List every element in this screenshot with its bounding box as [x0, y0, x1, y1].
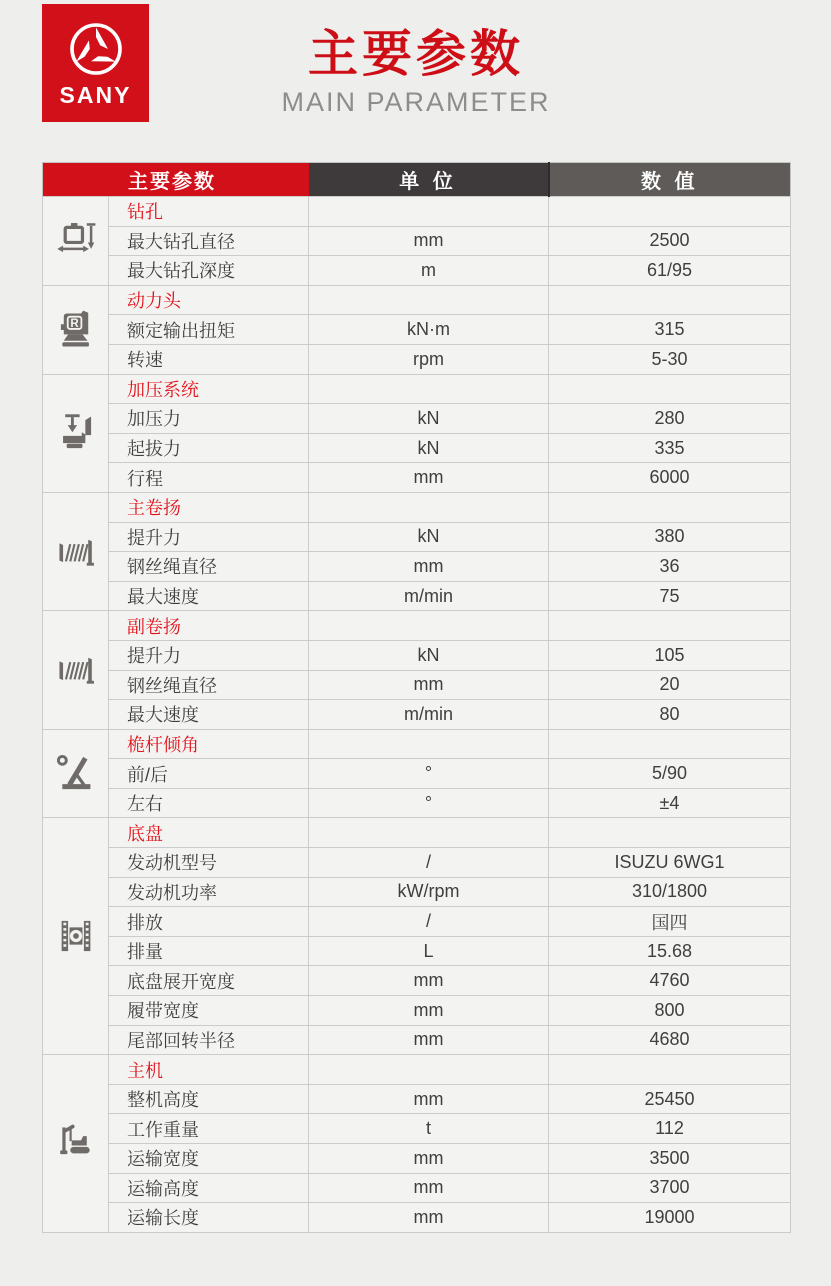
- param-unit: rpm: [309, 344, 549, 374]
- param-name: 工作重量: [109, 1114, 309, 1144]
- section-title-row: [43, 197, 791, 227]
- param-value: 5/90: [549, 759, 791, 789]
- spec-row: [43, 966, 791, 996]
- param-name: 履带宽度: [109, 996, 309, 1026]
- param-name: 发动机型号: [109, 848, 309, 878]
- param-unit: mm: [309, 1203, 549, 1233]
- column-header-value: 数 值: [549, 163, 791, 197]
- spec-table-body: [43, 197, 791, 1233]
- drill-hole-icon-cell: [43, 197, 109, 286]
- section-title: 钻孔: [109, 197, 309, 227]
- param-value: 105: [549, 640, 791, 670]
- section-title-row: [43, 285, 791, 315]
- spec-row: [43, 996, 791, 1026]
- param-value: 国四: [549, 907, 791, 937]
- drill-hole-icon: [53, 218, 99, 264]
- chassis-track-icon: [53, 913, 99, 959]
- spec-row: [43, 788, 791, 818]
- section-title-row: [43, 611, 791, 641]
- winch-icon: [53, 647, 99, 693]
- param-name: 最大速度: [109, 581, 309, 611]
- spec-row: [43, 404, 791, 434]
- main-machine-icon-cell: [43, 1055, 109, 1233]
- section-unit-empty: [309, 285, 549, 315]
- param-value: 315: [549, 315, 791, 345]
- section-unit-empty: [309, 492, 549, 522]
- param-name: 底盘展开宽度: [109, 966, 309, 996]
- param-value: 310/1800: [549, 877, 791, 907]
- param-value: ±4: [549, 788, 791, 818]
- svg-text:R: R: [69, 317, 79, 330]
- param-value: 6000: [549, 463, 791, 493]
- param-unit: kN: [309, 640, 549, 670]
- spec-row: [43, 344, 791, 374]
- param-name: 加压力: [109, 404, 309, 434]
- section-value-empty: [549, 197, 791, 227]
- param-name: 最大钻孔直径: [109, 226, 309, 256]
- section-value-empty: [549, 729, 791, 759]
- param-value: 61/95: [549, 256, 791, 286]
- param-unit: kN: [309, 522, 549, 552]
- param-name: 前/后: [109, 759, 309, 789]
- param-unit: °: [309, 759, 549, 789]
- section-unit-empty: [309, 197, 549, 227]
- section-title: 加压系统: [109, 374, 309, 404]
- spec-row: [43, 907, 791, 937]
- section-title: 底盘: [109, 818, 309, 848]
- spec-table: [42, 162, 791, 1233]
- power-head-icon: [53, 307, 99, 353]
- param-value: 4680: [549, 1025, 791, 1055]
- param-unit: mm: [309, 966, 549, 996]
- power-head-icon-cell: [43, 285, 109, 374]
- spec-row: [43, 640, 791, 670]
- param-name: 钢丝绳直径: [109, 670, 309, 700]
- sany-logo: [42, 4, 149, 122]
- mast-angle-icon: [53, 751, 99, 797]
- param-unit: /: [309, 907, 549, 937]
- param-name: 尾部回转半径: [109, 1025, 309, 1055]
- section-value-empty: [549, 374, 791, 404]
- param-value: 5-30: [549, 344, 791, 374]
- spec-row: [43, 552, 791, 582]
- param-name: 钢丝绳直径: [109, 552, 309, 582]
- param-unit: t: [309, 1114, 549, 1144]
- param-value: 20: [549, 670, 791, 700]
- spec-row: [43, 1144, 791, 1174]
- spec-row: [43, 433, 791, 463]
- param-value: 80: [549, 700, 791, 730]
- param-value: 4760: [549, 966, 791, 996]
- spec-row: [43, 1203, 791, 1233]
- section-title-row: [43, 374, 791, 404]
- param-name: 行程: [109, 463, 309, 493]
- spec-row: [43, 463, 791, 493]
- spec-row: [43, 315, 791, 345]
- param-unit: mm: [309, 1025, 549, 1055]
- sany-logo-mark: [66, 19, 126, 79]
- section-value-empty: [549, 611, 791, 641]
- column-header-param: 主要参数: [43, 163, 309, 197]
- param-unit: kW/rpm: [309, 877, 549, 907]
- spec-row: [43, 1173, 791, 1203]
- param-name: 运输高度: [109, 1173, 309, 1203]
- page-title: 主要参数: [308, 26, 524, 82]
- param-name: 运输长度: [109, 1203, 309, 1233]
- crowd-system-icon-cell: [43, 374, 109, 492]
- spec-row: [43, 848, 791, 878]
- param-value: 112: [549, 1114, 791, 1144]
- param-value: 280: [549, 404, 791, 434]
- param-unit: mm: [309, 670, 549, 700]
- main-winch-icon-cell: [43, 492, 109, 610]
- param-unit: mm: [309, 463, 549, 493]
- section-title-row: [43, 1055, 791, 1085]
- section-value-empty: [549, 285, 791, 315]
- param-value: 19000: [549, 1203, 791, 1233]
- param-unit: kN: [309, 404, 549, 434]
- spec-row: [43, 759, 791, 789]
- param-name: 发动机功率: [109, 877, 309, 907]
- page-header: [42, 26, 790, 118]
- param-value: 3700: [549, 1173, 791, 1203]
- param-value: 380: [549, 522, 791, 552]
- spec-row: [43, 226, 791, 256]
- param-unit: mm: [309, 1084, 549, 1114]
- param-unit: mm: [309, 1144, 549, 1174]
- param-name: 运输宽度: [109, 1144, 309, 1174]
- param-unit: kN: [309, 433, 549, 463]
- section-title: 桅杆倾角: [109, 729, 309, 759]
- param-name: 起拔力: [109, 433, 309, 463]
- param-unit: °: [309, 788, 549, 818]
- section-unit-empty: [309, 611, 549, 641]
- section-title-row: [43, 818, 791, 848]
- section-title: 主机: [109, 1055, 309, 1085]
- spec-row: [43, 936, 791, 966]
- param-name: 最大钻孔深度: [109, 256, 309, 286]
- spec-row: [43, 1114, 791, 1144]
- param-value: 75: [549, 581, 791, 611]
- section-title: 主卷扬: [109, 492, 309, 522]
- section-unit-empty: [309, 818, 549, 848]
- section-value-empty: [549, 1055, 791, 1085]
- param-unit: mm: [309, 226, 549, 256]
- chassis-icon-cell: [43, 818, 109, 1055]
- param-value: 2500: [549, 226, 791, 256]
- section-title-row: [43, 729, 791, 759]
- param-unit: mm: [309, 1173, 549, 1203]
- param-name: 最大速度: [109, 700, 309, 730]
- param-unit: m/min: [309, 700, 549, 730]
- param-unit: /: [309, 848, 549, 878]
- spec-row: [43, 581, 791, 611]
- param-name: 整机高度: [109, 1084, 309, 1114]
- param-value: 335: [549, 433, 791, 463]
- param-unit: mm: [309, 996, 549, 1026]
- param-unit: m: [309, 256, 549, 286]
- param-name: 排量: [109, 936, 309, 966]
- param-unit: m/min: [309, 581, 549, 611]
- aux-winch-icon-cell: [43, 611, 109, 729]
- mast-angle-icon-cell: [43, 729, 109, 818]
- param-name: 转速: [109, 344, 309, 374]
- param-unit: kN·m: [309, 315, 549, 345]
- spec-row: [43, 256, 791, 286]
- drilling-rig-icon: [53, 1121, 99, 1167]
- param-value: 3500: [549, 1144, 791, 1174]
- winch-icon: [53, 529, 99, 575]
- section-title: 副卷扬: [109, 611, 309, 641]
- param-name: 提升力: [109, 522, 309, 552]
- section-unit-empty: [309, 374, 549, 404]
- spec-row: [43, 670, 791, 700]
- spec-row: [43, 877, 791, 907]
- section-value-empty: [549, 818, 791, 848]
- param-value: 800: [549, 996, 791, 1026]
- spec-table-header: [43, 163, 791, 197]
- param-unit: L: [309, 936, 549, 966]
- param-name: 额定输出扭矩: [109, 315, 309, 345]
- page-subtitle: MAIN PARAMETER: [281, 86, 551, 117]
- crowd-system-icon: [53, 410, 99, 456]
- param-value: 25450: [549, 1084, 791, 1114]
- spec-row: [43, 1084, 791, 1114]
- spec-row: [43, 1025, 791, 1055]
- section-title: 动力头: [109, 285, 309, 315]
- column-header-unit: 单 位: [309, 163, 549, 197]
- param-name: 左右: [109, 788, 309, 818]
- param-unit: mm: [309, 552, 549, 582]
- spec-row: [43, 700, 791, 730]
- section-value-empty: [549, 492, 791, 522]
- section-unit-empty: [309, 729, 549, 759]
- param-name: 提升力: [109, 640, 309, 670]
- param-value: ISUZU 6WG1: [549, 848, 791, 878]
- param-value: 36: [549, 552, 791, 582]
- sany-logo-text: SANY: [59, 82, 132, 108]
- section-title-row: [43, 492, 791, 522]
- section-unit-empty: [309, 1055, 549, 1085]
- param-name: 排放: [109, 907, 309, 937]
- param-value: 15.68: [549, 936, 791, 966]
- spec-row: [43, 522, 791, 552]
